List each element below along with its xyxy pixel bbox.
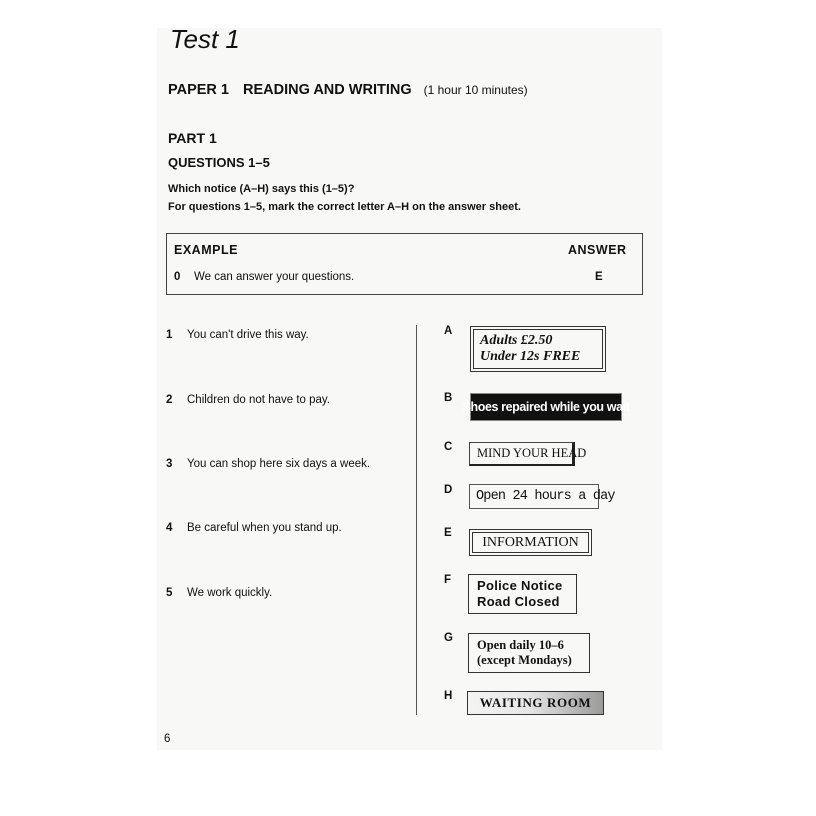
notice-letter: A — [444, 325, 453, 337]
instruction-line-2: For questions 1–5, mark the correct letter A–H on the answer sheet. — [168, 201, 521, 213]
question-text: Be careful when you stand up. — [187, 522, 342, 534]
question-number: 2 — [166, 394, 173, 406]
notice-sign-e — [469, 529, 592, 556]
notice-letter: G — [444, 632, 453, 644]
question-number: 4 — [166, 522, 173, 534]
paper-name: READING AND WRITING — [242, 82, 412, 98]
paper-heading — [168, 82, 528, 98]
notice-line: MIND YOUR HEAD — [477, 446, 587, 460]
notice-sign-f — [468, 574, 577, 614]
example-heading: EXAMPLE — [174, 243, 238, 257]
notice-letter: D — [444, 484, 453, 496]
notice-letter: C — [444, 441, 453, 453]
question-number: 5 — [166, 587, 173, 599]
notice-line: Open 24 hours a day — [476, 489, 615, 504]
example-text: We can answer your questions. — [194, 271, 355, 283]
notice-sign-b — [462, 393, 630, 421]
answer-heading: ANSWER — [568, 243, 627, 257]
notice-letter: H — [444, 690, 453, 702]
question-number: 3 — [166, 458, 173, 470]
paper-label: PAPER 1 — [168, 82, 229, 98]
example-number: 0 — [174, 271, 181, 283]
question-text: We work quickly. — [187, 587, 273, 599]
question-number: 1 — [166, 329, 173, 341]
notice-line: Under 12s FREE — [480, 349, 581, 364]
notice-line: Road Closed — [477, 594, 560, 609]
example-answer: E — [595, 271, 603, 283]
notice-sign-c — [469, 442, 587, 466]
notice-sign-g — [468, 633, 590, 673]
column-divider — [416, 325, 417, 715]
paper-duration: (1 hour 10 minutes) — [423, 83, 528, 97]
questions-title: QUESTIONS 1–5 — [168, 155, 270, 170]
test-title: Test 1 — [170, 24, 240, 54]
notice-letter: B — [444, 392, 453, 404]
notice-line: Adults £2.50 — [480, 333, 553, 348]
part-title: PART 1 — [168, 130, 217, 146]
notice-line: INFORMATION — [482, 534, 579, 550]
notice-letter: E — [444, 527, 452, 539]
notice-line: Open daily 10–6 — [477, 638, 564, 652]
page-number: 6 — [164, 733, 171, 745]
question-text: You can't drive this way. — [187, 329, 309, 341]
instruction-line-1: Which notice (A–H) says this (1–5)? — [168, 183, 355, 195]
notice-line: (except Mondays) — [477, 653, 572, 667]
question-text: You can shop here six days a week. — [187, 458, 371, 470]
notice-line: WAITING ROOM — [479, 695, 592, 710]
notice-sign-d — [469, 484, 615, 509]
notice-line: Shoes repaired while you wait — [462, 400, 630, 414]
notice-sign-a — [470, 326, 606, 372]
notice-sign-h — [467, 691, 604, 715]
notice-letter: F — [444, 574, 452, 586]
notice-line: Police Notice — [477, 578, 563, 593]
question-text: Children do not have to pay. — [187, 394, 330, 406]
